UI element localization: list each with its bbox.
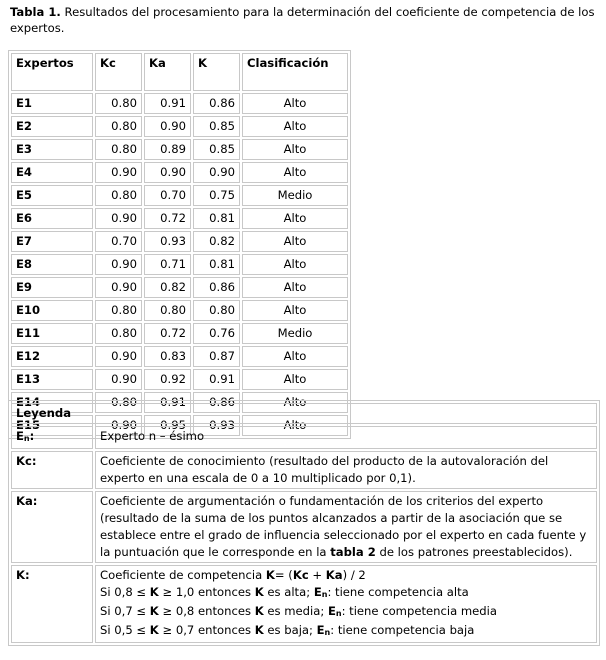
cell-classification: Alto — [242, 277, 348, 298]
definition-line — [100, 428, 592, 445]
cell-ka: 0.95 — [144, 415, 191, 436]
text-segment: Ka — [325, 568, 343, 582]
cell-ka: 0.90 — [144, 162, 191, 183]
header-k: K — [193, 53, 240, 91]
legend-term — [11, 491, 93, 563]
legend-term — [11, 565, 93, 643]
text-segment: Si 0,5 ≤ — [100, 623, 150, 637]
definition-line — [100, 584, 592, 603]
cell-kc: 0.80 — [95, 185, 142, 206]
legend-row — [11, 426, 597, 449]
text-segment: tabla 2 — [330, 545, 376, 559]
cell-classification: Alto — [242, 116, 348, 137]
cell-ka: 0.80 — [144, 300, 191, 321]
cell-classification: Medio — [242, 323, 348, 344]
text-segment: de los patrones preestablecidos). — [375, 545, 573, 559]
cell-ka: 0.72 — [144, 208, 191, 229]
text-segment: Coeficiente de argumentación o fundamentación de los criterios del experto (resultado de la suma de los puntos alcanzados a partir de la asociación que se establece entre el grado de influencia seleccionado por el experto en cada fuente y la puntuación que le corresponde en la — [100, 494, 587, 559]
cell-expert: E11 — [11, 323, 93, 344]
legend-row — [11, 565, 597, 643]
cell-ka: 0.91 — [144, 93, 191, 114]
cell-kc: 0.80 — [95, 139, 142, 160]
cell-expert: E12 — [11, 346, 93, 367]
cell-kc: 0.90 — [95, 346, 142, 367]
text-segment: K — [254, 623, 264, 637]
cell-classification: Alto — [242, 208, 348, 229]
cell-kc: 0.90 — [95, 369, 142, 390]
cell-ka: 0.93 — [144, 231, 191, 252]
cell-k: 0.85 — [193, 139, 240, 160]
text-segment: ≥ 0,8 entonces — [158, 604, 255, 618]
cell-kc: 0.80 — [95, 93, 142, 114]
cell-kc: 0.80 — [95, 116, 142, 137]
header-ka: Ka — [144, 53, 191, 91]
legend-table — [8, 400, 600, 646]
cell-ka: 0.90 — [144, 116, 191, 137]
cell-expert: E6 — [11, 208, 93, 229]
text-segment: K — [149, 623, 159, 637]
text-segment: K — [149, 604, 159, 618]
text-segment: : — [29, 429, 35, 443]
header-kc: Kc — [95, 53, 142, 91]
cell-expert: E8 — [11, 254, 93, 275]
cell-classification: Alto — [242, 300, 348, 321]
cell-ka: 0.71 — [144, 254, 191, 275]
table-row — [11, 116, 348, 137]
cell-kc: 0.90 — [95, 277, 142, 298]
cell-classification: Alto — [242, 231, 348, 252]
text-segment: Si 0,7 ≤ — [100, 604, 150, 618]
cell-expert: E1 — [11, 93, 93, 114]
cell-classification: Alto — [242, 369, 348, 390]
header-expertos: Expertos — [11, 53, 93, 91]
legend-definition — [95, 426, 597, 449]
caption-label: Tabla 1. — [10, 5, 61, 19]
cell-k: 0.75 — [193, 185, 240, 206]
cell-kc: 0.90 — [95, 208, 142, 229]
table-caption — [10, 4, 596, 36]
cell-k: 0.87 — [193, 346, 240, 367]
table-row — [11, 231, 348, 252]
cell-kc: 0.80 — [95, 392, 142, 413]
cell-ka: 0.92 — [144, 369, 191, 390]
cell-expert: E9 — [11, 277, 93, 298]
text-segment: ≥ 1,0 entonces — [158, 585, 255, 599]
cell-kc: 0.90 — [95, 254, 142, 275]
text-segment: Experto n – ésimo — [100, 429, 205, 443]
cell-k: 0.86 — [193, 277, 240, 298]
cell-k: 0.93 — [193, 415, 240, 436]
results-table — [8, 50, 351, 439]
text-segment: E — [313, 585, 322, 599]
text-segment: : tiene competencia baja — [330, 623, 475, 637]
table-row — [11, 139, 348, 160]
cell-classification: Alto — [242, 254, 348, 275]
cell-k: 0.81 — [193, 208, 240, 229]
text-segment: : tiene competencia alta — [327, 585, 469, 599]
cell-classification: Alto — [242, 346, 348, 367]
legend-title: Leyenda — [11, 403, 597, 424]
cell-k: 0.85 — [193, 116, 240, 137]
text-segment: ) / 2 — [342, 568, 366, 582]
definition-line — [100, 622, 592, 641]
definition-line — [100, 493, 592, 561]
table-row — [11, 185, 348, 206]
cell-expert: E15 — [11, 415, 93, 436]
cell-classification: Alto — [242, 93, 348, 114]
text-segment: Si 0,8 ≤ — [100, 585, 150, 599]
cell-expert: E10 — [11, 300, 93, 321]
text-segment: E — [327, 604, 336, 618]
text-segment: E — [316, 623, 325, 637]
table-row — [11, 277, 348, 298]
text-segment: + — [308, 568, 326, 582]
text-segment: = ( — [274, 568, 293, 582]
cell-expert: E2 — [11, 116, 93, 137]
cell-k: 0.81 — [193, 254, 240, 275]
table-row — [11, 300, 348, 321]
definition-line — [100, 603, 592, 622]
text-segment: Kc — [292, 568, 309, 582]
text-segment: K: — [16, 568, 30, 582]
cell-classification: Alto — [242, 162, 348, 183]
legend-definition — [95, 565, 597, 643]
cell-classification: Alto — [242, 415, 348, 436]
cell-k: 0.91 — [193, 369, 240, 390]
text-segment: : tiene competencia media — [341, 604, 497, 618]
legend-title-row — [11, 403, 597, 424]
cell-k: 0.82 — [193, 231, 240, 252]
table-row — [11, 254, 348, 275]
cell-expert: E3 — [11, 139, 93, 160]
definition-line — [100, 453, 592, 487]
definition-line — [100, 567, 592, 584]
cell-expert: E13 — [11, 369, 93, 390]
text-segment: Coeficiente de competencia — [100, 568, 266, 582]
legend-row — [11, 491, 597, 563]
text-segment: n — [324, 628, 331, 637]
cell-ka: 0.70 — [144, 185, 191, 206]
legend-definition — [95, 491, 597, 563]
text-segment: K — [265, 568, 275, 582]
cell-k: 0.80 — [193, 300, 240, 321]
cell-k: 0.76 — [193, 323, 240, 344]
cell-kc: 0.90 — [95, 162, 142, 183]
cell-ka: 0.82 — [144, 277, 191, 298]
cell-classification: Medio — [242, 185, 348, 206]
cell-expert: E5 — [11, 185, 93, 206]
cell-classification: Alto — [242, 392, 348, 413]
cell-k: 0.90 — [193, 162, 240, 183]
legend-row — [11, 451, 597, 489]
text-segment: Coeficiente de conocimiento (resultado del producto de la autovaloración del experto en una escala de 0 a 10 multiplicado por 0,1). — [100, 454, 549, 485]
text-segment: es alta; — [263, 585, 314, 599]
table-header-row — [11, 53, 348, 91]
cell-k: 0.86 — [193, 93, 240, 114]
text-segment: es baja; — [263, 623, 317, 637]
cell-ka: 0.83 — [144, 346, 191, 367]
cell-ka: 0.89 — [144, 139, 191, 160]
text-segment: K — [149, 585, 159, 599]
table-row — [11, 162, 348, 183]
cell-kc: 0.70 — [95, 231, 142, 252]
text-segment: Kc: — [16, 454, 37, 468]
legend-term — [11, 426, 93, 449]
cell-expert: E7 — [11, 231, 93, 252]
cell-kc: 0.80 — [95, 323, 142, 344]
text-segment: E — [16, 429, 24, 443]
table-row — [11, 346, 348, 367]
table-row — [11, 369, 348, 390]
text-segment: n — [321, 590, 328, 599]
table-row — [11, 93, 348, 114]
cell-ka: 0.72 — [144, 323, 191, 344]
cell-expert: E14 — [11, 392, 93, 413]
text-segment: es media; — [263, 604, 328, 618]
header-clasificacion: Clasificación — [242, 53, 348, 91]
legend-term — [11, 451, 93, 489]
caption-text: Resultados del procesamiento para la determinación del coeficiente de competencia de los expertos. — [10, 5, 595, 35]
table-row — [11, 208, 348, 229]
cell-classification: Alto — [242, 139, 348, 160]
text-segment: n — [23, 434, 30, 443]
text-segment: ≥ 0,7 entonces — [158, 623, 255, 637]
text-segment: n — [335, 609, 342, 618]
table-row — [11, 323, 348, 344]
text-segment: K — [254, 604, 264, 618]
cell-kc: 0.90 — [95, 415, 142, 436]
text-segment: K — [254, 585, 264, 599]
cell-expert: E4 — [11, 162, 93, 183]
cell-ka: 0.91 — [144, 392, 191, 413]
legend-definition — [95, 451, 597, 489]
text-segment: Ka: — [16, 494, 38, 508]
cell-k: 0.86 — [193, 392, 240, 413]
cell-kc: 0.80 — [95, 300, 142, 321]
